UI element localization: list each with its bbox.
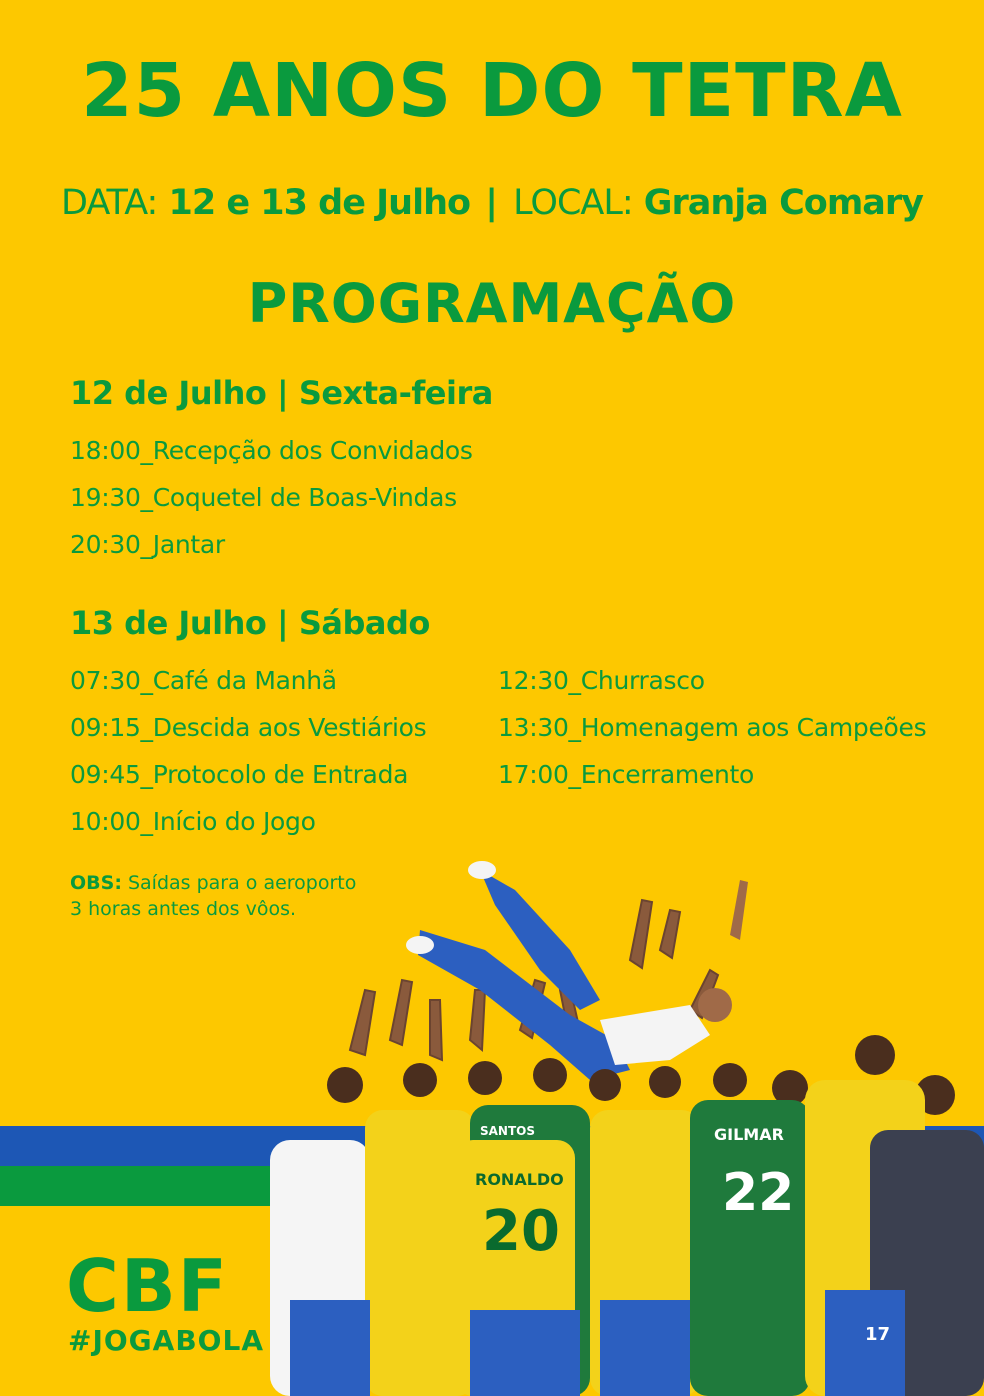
jersey3-name: SANTOS (480, 1124, 536, 1138)
hashtag: #JOGABOLA (68, 1324, 264, 1357)
day2-item: 07:30_Café da Manhã (70, 666, 337, 695)
day2-item: 10:00_Início do Jogo (70, 807, 316, 836)
celebration-photo (270, 840, 984, 1396)
obs-line1: Saídas para o aeroporto (127, 872, 357, 894)
date-value: 12 e 13 de Julho (168, 183, 471, 223)
date-separator: | (485, 183, 498, 223)
location-value: Granja Comary (643, 183, 923, 223)
jersey1-name: RONALDO (475, 1170, 564, 1189)
day2-heading: 13 de Julho | Sábado (70, 604, 430, 642)
date-label: DATA: (60, 183, 158, 223)
jersey2-number: 22 (722, 1163, 795, 1223)
day2-item: 09:15_Descida aos Vestiários (70, 713, 427, 742)
day2-item: 17:00_Encerramento (498, 760, 755, 789)
lifted-coach (406, 861, 748, 1080)
day2-item: 13:30_Homenagem aos Campeões (498, 713, 927, 742)
crowd-bodies (270, 1080, 984, 1396)
obs-line2: 3 horas antes dos vôos. (70, 898, 297, 920)
day1-heading: 12 de Julho | Sexta-feira (70, 374, 493, 412)
cbf-logo: CBF (66, 1244, 229, 1328)
day2-item: 12:30_Churrasco (498, 666, 705, 695)
shorts-number: 17 (865, 1324, 891, 1345)
poster-title: 25 ANOS DO TETRA (81, 48, 903, 134)
day2-item: 09:45_Protocolo de Entrada (70, 760, 409, 789)
jersey2-name: GILMAR (714, 1125, 784, 1144)
obs-label: OBS: (70, 872, 122, 894)
day1-item: 18:00_Recepção dos Convidados (70, 436, 473, 465)
day1-item: 20:30_Jantar (70, 530, 225, 559)
jersey1-number: 20 (482, 1199, 560, 1264)
program-title: PROGRAMAÇÃO (247, 272, 737, 335)
day1-item: 19:30_Coquetel de Boas-Vindas (70, 483, 457, 512)
location-label: LOCAL: (513, 183, 633, 223)
date-location-line (0, 183, 984, 223)
